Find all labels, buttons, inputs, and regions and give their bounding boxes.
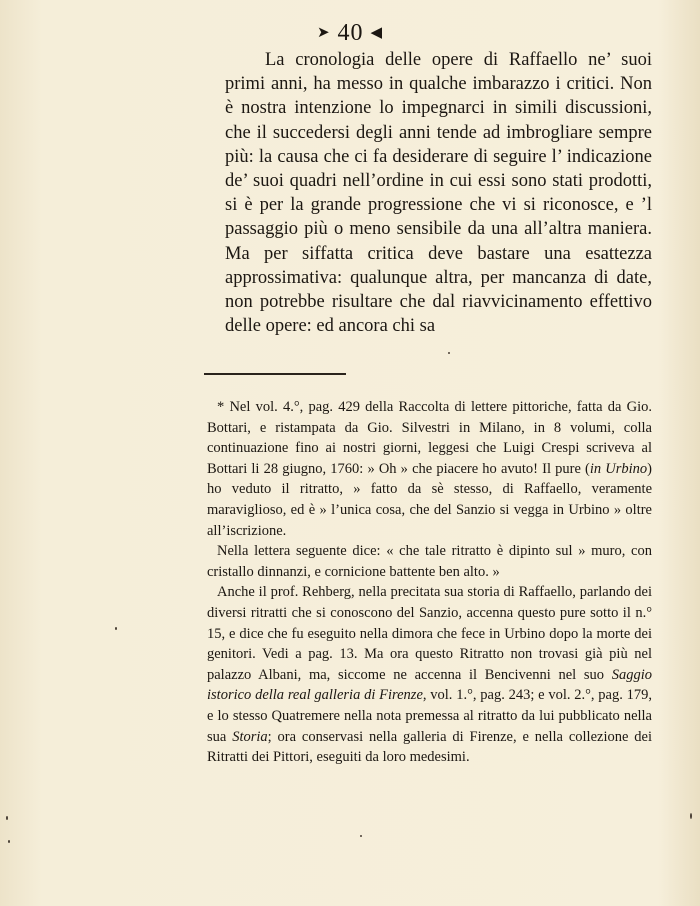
footnote-1-text-a: * Nel vol. 4.°, pag. 429 della Raccolta di lettere pittoriche, fatta da Gio. Bottari, e ristampata da Gio. Silvestri in Milano, in 8 volumi, colla continuazione fino ai nostri giorni, leggesi che Luigi Crespi scriveva al Bottari li 28 giugno, 1760: » Oh » che piacere ho avuto! Il pure (	[207, 399, 652, 477]
footnote-3-text-b: , vol. 1.°, pag. 243; e vol. 2.°, pag. 179, e lo stesso Quatremere nella nota premessa al ritratto da lui pubblicato nella sua	[207, 687, 652, 745]
footnote-paragraph-1	[207, 397, 652, 541]
footnote-1-text-b: ) ho veduto il ritratto, » fatto da sè stesso, di Raffaello, veramente maraviglioso, ed è » l’unica cosa, che del Sanzio si vegga in Urbino » oltre all’iscrizione.	[207, 460, 652, 539]
page-number: 40	[337, 20, 364, 46]
paper-speck	[360, 835, 362, 837]
main-text	[225, 48, 652, 338]
main-paragraph: La cronologia delle opere di Raffaello ne’ suoi primi anni, ha messo in qualche imbarazzo i critici. Non è nostra intenzione lo impegnarci in simili discussioni, che il succedersi degli anni tende ad imbrogliare sempre più: la causa che ci fa desiderare di seguire l’ indicazione de’ suoi quadri nell’ordine in cui essi sono stati prodotti, si è per la grande progressione che vi si riconosce, e ’l passaggio più o meno sensibile da una all’altra maniera. Ma per siffatta critica deve bastare una esattezza approssimativa: qualunque altra, per mancanza di date, non potrebbe risultare che dal riavvicinamento effettivo delle opere: ed ancora chi sa	[225, 50, 652, 337]
footnotes	[207, 397, 652, 768]
footnote-separator-rule	[204, 373, 346, 375]
paper-speck	[6, 816, 8, 820]
paper-speck	[8, 840, 10, 843]
footnote-3-italic-book-title: Saggio istorico della real galleria di Firenze	[207, 666, 652, 704]
footnote-1-italic-place: in Urbino	[589, 460, 648, 477]
page-header	[0, 18, 700, 48]
footnote-3-italic-storia: Storia	[232, 728, 268, 745]
left-arrow-ornament-icon: ➤	[316, 25, 331, 41]
paper-speck	[115, 627, 117, 630]
paper-speck	[690, 813, 692, 819]
paper-speck	[448, 352, 450, 354]
footnote-3-text-c: ; ora conservasi nella galleria di Firenze, e nella collezione dei Ritratti dei Pittori, eseguiti da loro medesimi.	[207, 728, 652, 766]
footnote-3-text-a: Anche il prof. Rehberg, nella precitata sua storia di Raffaello, parlando dei diversi ritratti che si conoscono del Sanzio, accenna questo pure sotto il n.° 15, e dice che fu eseguito nella dimora che fece in Urbino dopo la morte dei genitori. Vedi a pag. 13. Ma ora questo Ritratto non trovasi già più nel palazzo Albani, ma, siccome ne accenna il Bencivenni nel suo	[207, 584, 652, 683]
footnote-paragraph-2: Nella lettera seguente dice: « che tale ritratto è dipinto sul » muro, con cristallo dinnanzi, e cornicione battente ben alto. »	[207, 543, 652, 580]
footnote-paragraph-3	[207, 582, 652, 767]
right-arrow-ornament-icon: ◀	[370, 25, 384, 41]
